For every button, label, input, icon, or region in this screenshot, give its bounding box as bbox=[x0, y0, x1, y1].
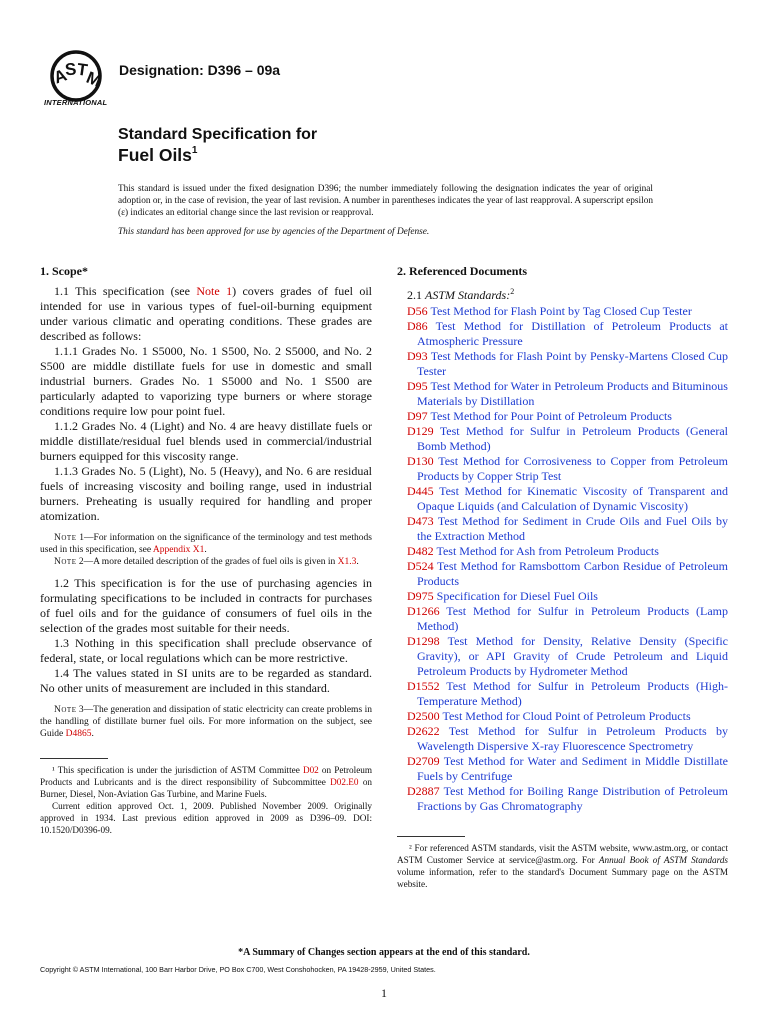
note-2-label: Note bbox=[54, 557, 77, 567]
note-2-text-a: 2—A more detailed description of the grades of fuel oils is given in bbox=[76, 557, 338, 567]
reference-item[interactable] bbox=[397, 604, 728, 634]
para-1-3: 1.3 Nothing in this specification shall preclude observance of federal, state, or local regulations which can be more restrictive. bbox=[40, 636, 372, 665]
note-3-text-a: 3—The generation and dissipation of static electricity can create problems in the handling of distillate burner fuel oils. For more information on the subject, see Guide bbox=[40, 705, 372, 739]
copyright-line: Copyright © ASTM International, 100 Barr Harbor Drive, PO Box C700, West Conshohocken, PA 19428-2959, United States. bbox=[40, 965, 436, 974]
logo-wordmark: INTERNATIONAL bbox=[44, 98, 108, 107]
astm-standards-subheading bbox=[407, 284, 728, 303]
reference-title[interactable]: Test Method for Boiling Range Distribution of Petroleum Fractions by Gas Chromatography bbox=[417, 784, 728, 813]
reference-code[interactable]: D473 bbox=[407, 514, 434, 528]
reference-code[interactable]: D130 bbox=[407, 454, 434, 468]
reference-item[interactable] bbox=[397, 484, 728, 514]
para-1-1-text-a: 1.1 This specification (see bbox=[54, 284, 197, 298]
reference-item[interactable] bbox=[397, 454, 728, 484]
svg-text:S: S bbox=[64, 59, 78, 80]
para-1-4: 1.4 The values stated in SI units are to be regarded as standard. No other units of measurement are included in this standard. bbox=[40, 666, 372, 695]
x1-3-link[interactable]: X1.3 bbox=[337, 557, 357, 567]
reference-code[interactable]: D2709 bbox=[407, 754, 440, 768]
reference-item[interactable] bbox=[397, 544, 728, 559]
reference-item[interactable] bbox=[397, 589, 728, 604]
footnote-2-text-b: volume information, refer to the standard's Document Summary page on the ASTM website. bbox=[397, 867, 728, 889]
note-1-text-b: . bbox=[204, 545, 207, 555]
reference-item[interactable] bbox=[397, 679, 728, 709]
svg-text:T: T bbox=[75, 59, 89, 80]
reference-code[interactable]: D975 bbox=[407, 589, 434, 603]
title-line-1: Standard Specification for bbox=[118, 126, 318, 143]
reference-item[interactable] bbox=[397, 709, 728, 724]
reference-item[interactable] bbox=[397, 559, 728, 589]
d02-e0-link[interactable]: D02.E0 bbox=[330, 777, 359, 787]
designation: Designation: D396 – 09a bbox=[119, 62, 281, 78]
title-footnote-mark: 1 bbox=[191, 145, 198, 156]
title-text: Fuel Oils bbox=[118, 145, 192, 165]
reference-item[interactable] bbox=[397, 304, 728, 319]
footnote-1-text-a: ¹ This specification is under the jurisdiction of ASTM Committee bbox=[52, 765, 303, 775]
reference-list bbox=[397, 304, 728, 814]
reference-title[interactable]: Test Method for Sulfur in Petroleum Products by Wavelength Dispersive X-ray Fluorescence Spectrometry bbox=[417, 724, 728, 753]
para-1-1-2: 1.1.2 Grades No. 4 (Light) and No. 4 are heavy distillate fuels or middle distillate/residual fuel blends used in commercial/industrial burners equipped for this viscosity range. bbox=[40, 419, 372, 463]
reference-item[interactable] bbox=[397, 514, 728, 544]
note-3 bbox=[40, 704, 372, 740]
reference-item[interactable] bbox=[397, 634, 728, 679]
reference-title[interactable]: Test Method for Ash from Petroleum Products bbox=[436, 544, 659, 558]
right-column bbox=[397, 264, 728, 890]
note-3-label: Note bbox=[54, 705, 77, 715]
para-1-2: 1.2 This specification is for the use of purchasing agencies in formulating specifications to be included in contracts for purchases of fuel oils and for the guidance of consumers of fuel oils in the selection of the grades most suitable for their needs. bbox=[40, 576, 372, 635]
astm-standards-footnote-mark: 2 bbox=[510, 287, 515, 296]
astm-logo-icon bbox=[42, 48, 112, 104]
reference-title[interactable]: Test Method for Flash Point by Tag Closed Cup Tester bbox=[430, 304, 692, 318]
reference-code[interactable]: D2887 bbox=[407, 784, 440, 798]
note-1-link[interactable]: Note 1 bbox=[196, 284, 233, 298]
reference-item[interactable] bbox=[397, 319, 728, 349]
reference-item[interactable] bbox=[397, 409, 728, 424]
reference-code[interactable]: D86 bbox=[407, 319, 428, 333]
note-1-label: Note bbox=[54, 533, 77, 543]
reference-code[interactable]: D1266 bbox=[407, 604, 440, 618]
footnote-2-text-a: ² For referenced ASTM standards, visit the ASTM website, www.astm.org, or contact ASTM Customer Service at service@astm.org. For bbox=[397, 843, 728, 865]
footnote-2 bbox=[397, 842, 728, 890]
para-1-1-text-b: ) covers grades of fuel oil intended for use in various types of fuel-oil-burning equipment under various climatic and operating conditions. These grades are described as follows: bbox=[40, 284, 373, 343]
reference-code[interactable]: D56 bbox=[407, 304, 428, 318]
page-number: 1 bbox=[381, 986, 387, 1000]
para-1-1-3: 1.1.3 Grades No. 5 (Light), No. 5 (Heavy), and No. 6 are residual fuels of increasing viscosity and boiling range, used in industrial burners. Preheating is usually required for handling and proper atomization. bbox=[40, 464, 372, 523]
note-2-text-b: . bbox=[356, 557, 359, 567]
footnote-1-text-b: on Petroleum Products and Lubricants and is the direct responsibility of Subcommittee bbox=[40, 765, 373, 787]
note-1 bbox=[40, 532, 372, 556]
para-1-1-1: 1.1.1 Grades No. 1 S5000, No. 1 S500, No. 2 S5000, and No. 2 S500 are middle distillate fuels for use in domestic and small industrial burners. Grades No. 1 S5000 and No. 1 S500 are particularly adapted to vaporizing type burners or where storage conditions require low pour point fuel. bbox=[40, 344, 372, 418]
referenced-documents-heading: 2. Referenced Documents bbox=[397, 264, 528, 278]
reference-code[interactable]: D1298 bbox=[407, 634, 440, 648]
footnote-2-italic: Annual Book of ASTM Standards bbox=[598, 855, 728, 865]
reference-title[interactable]: Test Method for Sediment in Crude Oils and Fuel Oils by the Extraction Method bbox=[417, 514, 728, 543]
reference-code[interactable]: D445 bbox=[407, 484, 434, 498]
footnote-1 bbox=[40, 764, 372, 800]
title-line-2 bbox=[118, 145, 197, 166]
svg-text:A: A bbox=[51, 65, 70, 88]
reference-code[interactable]: D129 bbox=[407, 424, 434, 438]
reference-item[interactable] bbox=[397, 784, 728, 814]
reference-title[interactable]: Test Method for Water and Sediment in Middle Distillate Fuels by Centrifuge bbox=[417, 754, 728, 783]
reference-code[interactable]: D97 bbox=[407, 409, 428, 423]
reference-title[interactable]: Test Method for Sulfur in Petroleum Products (General Bomb Method) bbox=[417, 424, 728, 453]
reference-code[interactable]: D95 bbox=[407, 379, 428, 393]
scope-heading: 1. Scope* bbox=[40, 264, 88, 278]
astm-standards-prefix: 2.1 bbox=[407, 288, 425, 302]
reference-title[interactable]: Test Method for Sulfur in Petroleum Products (High-Temperature Method) bbox=[417, 679, 728, 708]
d02-link[interactable]: D02 bbox=[302, 765, 319, 775]
reference-title[interactable]: Test Method for Corrosiveness to Copper from Petroleum Products by Copper Strip Test bbox=[417, 454, 728, 483]
reference-title[interactable]: Test Method for Kinematic Viscosity of Transparent and Opaque Liquids (and Calculation of Dynamic Viscosity) bbox=[417, 484, 728, 513]
reference-title[interactable]: Specification for Diesel Fuel Oils bbox=[436, 589, 598, 603]
reference-item[interactable] bbox=[397, 724, 728, 754]
reference-item[interactable] bbox=[397, 349, 728, 379]
reference-code[interactable]: D524 bbox=[407, 559, 434, 573]
reference-code[interactable]: D2500 bbox=[407, 709, 440, 723]
reference-code[interactable]: D93 bbox=[407, 349, 428, 363]
footnote-1-text-c: on Burner, Diesel, Non-Aviation Gas Turbine, and Marine Fuels. bbox=[40, 777, 373, 799]
reference-code[interactable]: D482 bbox=[407, 544, 434, 558]
reference-title[interactable]: Test Method for Sulfur in Petroleum Products (Lamp Method) bbox=[417, 604, 728, 633]
note-1-text-a: 1—For information on the significance of the terminology and test methods used in this specification, see bbox=[40, 533, 372, 555]
reference-item[interactable] bbox=[397, 754, 728, 784]
approval-note: This standard has been approved for use by agencies of the Department of Defense. bbox=[118, 227, 430, 237]
svg-text:M: M bbox=[83, 67, 104, 91]
para-1-1 bbox=[40, 284, 372, 344]
reference-item[interactable] bbox=[397, 424, 728, 454]
reference-title[interactable]: Test Method for Ramsbottom Carbon Residue of Petroleum Products bbox=[417, 559, 728, 588]
reference-title[interactable]: Test Method for Distillation of Petroleum Products at Atmospheric Pressure bbox=[417, 319, 728, 348]
reference-code[interactable]: D1552 bbox=[407, 679, 440, 693]
footnote-1-edition: Current edition approved Oct. 1, 2009. Published November 2009. Originally approved in 1934. Last previous edition approved in 2009 as D396–09. DOI: 10.1520/D0396-09. bbox=[40, 801, 372, 835]
note-2 bbox=[40, 556, 372, 568]
astm-standards-label: ASTM Standards: bbox=[425, 288, 511, 302]
summary-of-changes-note: *A Summary of Changes section appears at the end of this standard. bbox=[238, 947, 530, 958]
note-3-text-b: . bbox=[91, 729, 94, 739]
d4865-link[interactable]: D4865 bbox=[65, 729, 92, 739]
reference-code[interactable]: D2622 bbox=[407, 724, 440, 738]
reference-title[interactable]: Test Method for Cloud Point of Petroleum Products bbox=[442, 709, 691, 723]
reference-item[interactable] bbox=[397, 379, 728, 409]
reference-title[interactable]: Test Methods for Flash Point by Pensky-Martens Closed Cup Tester bbox=[417, 349, 728, 378]
left-column bbox=[40, 264, 372, 836]
reference-title[interactable]: Test Method for Water in Petroleum Products and Bituminous Materials by Distillation bbox=[417, 379, 728, 408]
reference-title[interactable]: Test Method for Pour Point of Petroleum Products bbox=[430, 409, 672, 423]
reference-title[interactable]: Test Method for Density, Relative Density (Specific Gravity), or API Gravity of Crude Petroleum and Liquid Petroleum Products by Hydrometer Method bbox=[417, 634, 728, 678]
intro-paragraph: This standard is issued under the fixed designation D396; the number immediately following the designation indicates the year of original adoption or, in the case of revision, the year of last revision. A number in parentheses indicates the year of last reapproval. A superscript epsilon (ε) indicates an editorial change since the last revision or reapproval. bbox=[118, 184, 653, 218]
appendix-x1-link[interactable]: Appendix X1 bbox=[152, 545, 205, 555]
